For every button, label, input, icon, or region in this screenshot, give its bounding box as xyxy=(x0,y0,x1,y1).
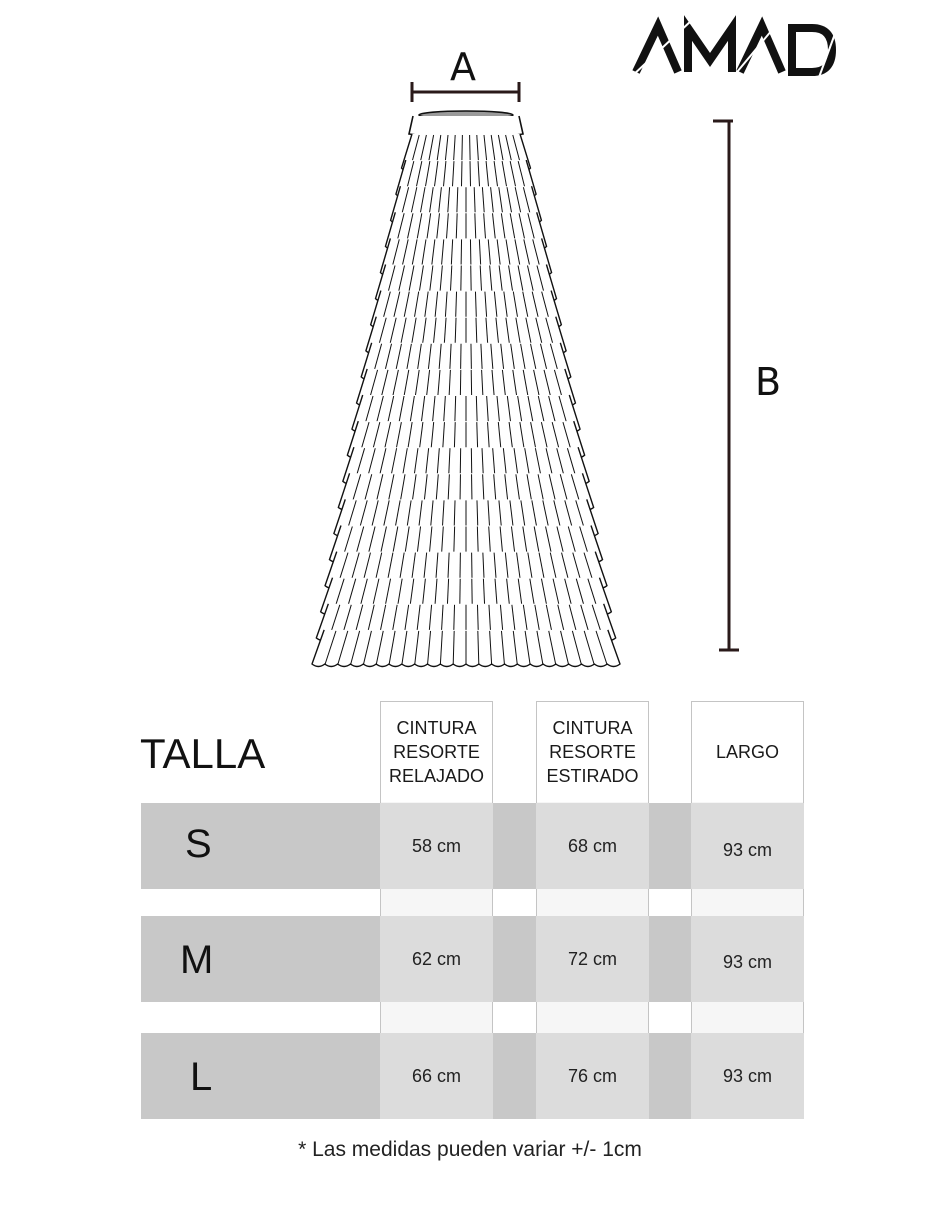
cell-s-stretched: 68 cm xyxy=(536,803,649,889)
size-label-l: L xyxy=(190,1055,213,1099)
measurement-disclaimer: * Las medidas pueden variar +/- 1cm xyxy=(298,1138,642,1161)
size-table-title: TALLA xyxy=(140,730,266,777)
cell-s-length: 93 cm xyxy=(691,803,804,889)
dimension-a-label: A xyxy=(450,45,476,89)
column-header-length: LARGO xyxy=(692,702,803,802)
cell-m-length: 93 cm xyxy=(691,916,804,1002)
size-label-m: M xyxy=(180,938,214,982)
dimension-b-label: B xyxy=(755,360,782,404)
column-header-stretched-waist: CINTURA RESORTE ESTIRADO xyxy=(537,702,648,802)
cell-m-relaxed: 62 cm xyxy=(380,916,493,1002)
column-header-relaxed-waist: CINTURA RESORTE RELAJADO xyxy=(381,702,492,802)
dimension-b xyxy=(713,121,739,650)
cell-l-length: 93 cm xyxy=(691,1033,804,1119)
skirt-waistband xyxy=(409,111,523,138)
cell-l-stretched: 76 cm xyxy=(536,1033,649,1119)
amad-logo xyxy=(632,14,842,84)
cell-m-stretched: 72 cm xyxy=(536,916,649,1002)
size-label-s: S xyxy=(185,822,212,866)
cell-l-relaxed: 66 cm xyxy=(380,1033,493,1119)
skirt-ruffle-tiers xyxy=(312,134,620,667)
cell-s-relaxed: 58 cm xyxy=(380,803,493,889)
